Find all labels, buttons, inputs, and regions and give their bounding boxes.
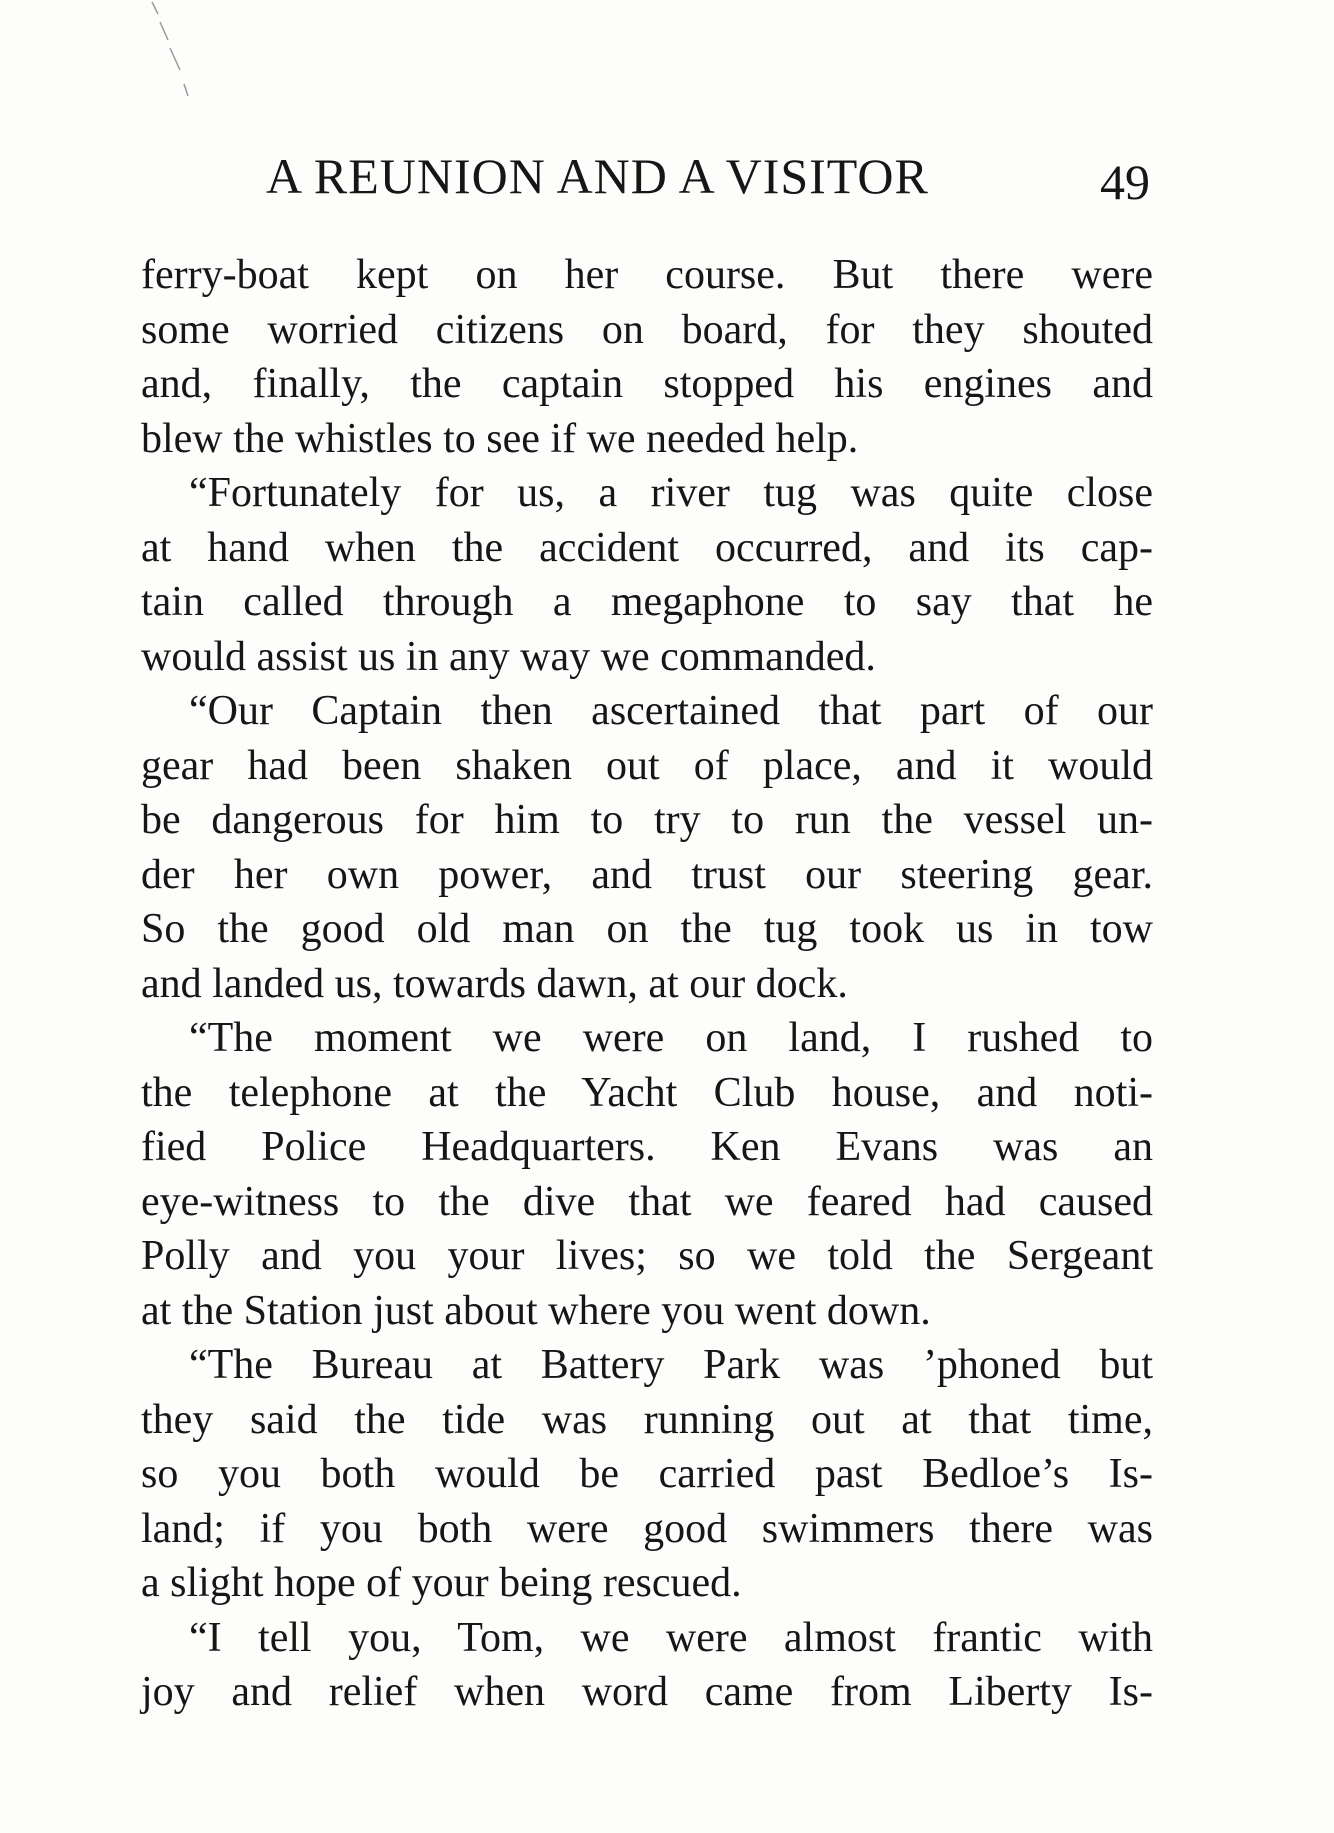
text-line: “The moment we were on land, I rushed to bbox=[189, 1015, 1153, 1061]
text-line: and, finally, the captain stopped his engines and bbox=[141, 361, 1153, 407]
page-number: 49 bbox=[1100, 154, 1150, 210]
text-line: tain called through a megaphone to say that he bbox=[141, 579, 1153, 625]
text-line: der her own power, and trust our steering gear. bbox=[141, 851, 1153, 898]
page-header bbox=[140, 142, 1150, 222]
text-line: joy and relief when word came from Liberty Is- bbox=[141, 1669, 1153, 1715]
text-line: “I tell you, Tom, we were almost frantic with bbox=[189, 1614, 1153, 1661]
scan-mark bbox=[150, 0, 210, 150]
text-line: at the Station just about where you went down. bbox=[141, 1287, 931, 1334]
text-line: land; if you both were good swimmers there was bbox=[141, 1505, 1153, 1552]
text-line: So the good old man on the tug took us in tow bbox=[141, 906, 1153, 952]
text-line: “Fortunately for us, a river tug was quite close bbox=[189, 470, 1153, 516]
text-line: so you both would be carried past Bedloe’s Is- bbox=[141, 1451, 1153, 1497]
body-text bbox=[141, 248, 1153, 1720]
text-line: “Our Captain then ascertained that part of our bbox=[189, 688, 1153, 734]
text-line: would assist us in any way we commanded. bbox=[141, 633, 876, 680]
text-line: a slight hope of your being rescued. bbox=[141, 1560, 742, 1606]
text-line: ferry-boat kept on her course. But there were bbox=[141, 252, 1153, 298]
running-title: A REUNION AND A VISITOR bbox=[266, 148, 929, 204]
text-line: some worried citizens on board, for they shouted bbox=[141, 306, 1153, 353]
text-line: at hand when the accident occurred, and its cap- bbox=[141, 524, 1153, 571]
text-line: eye-witness to the dive that we feared had caused bbox=[141, 1178, 1153, 1225]
text-line: gear had been shaken out of place, and it would bbox=[141, 742, 1153, 789]
text-line: “The Bureau at Battery Park was ’phoned but bbox=[189, 1342, 1153, 1388]
text-line: the telephone at the Yacht Club house, and noti- bbox=[141, 1069, 1153, 1116]
text-line: fied Police Headquarters. Ken Evans was an bbox=[141, 1124, 1153, 1170]
text-line: and landed us, towards dawn, at our dock. bbox=[141, 960, 848, 1007]
text-line: they said the tide was running out at that time, bbox=[141, 1396, 1153, 1443]
text-line: blew the whistles to see if we needed help. bbox=[141, 415, 859, 462]
text-line: be dangerous for him to try to run the vessel un- bbox=[141, 797, 1153, 843]
text-line: Polly and you your lives; so we told the Sergeant bbox=[141, 1233, 1153, 1279]
